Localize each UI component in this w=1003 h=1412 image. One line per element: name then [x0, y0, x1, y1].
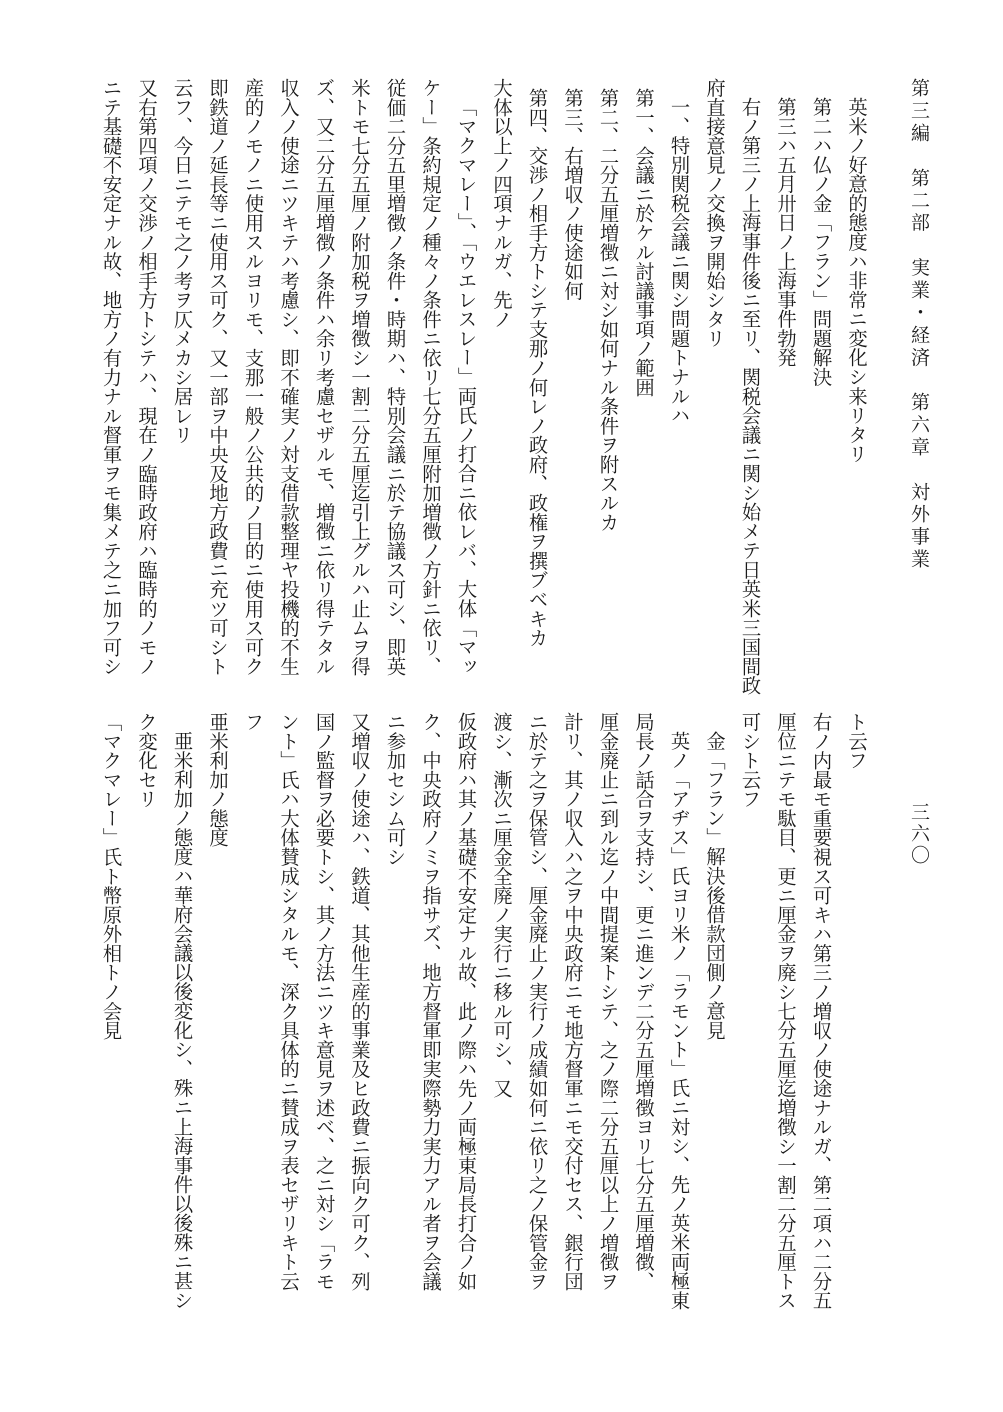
upper-text-line: ズ、又二分五厘増徴ノ条件ハ余リ考慮セザルモ、増徴ニ依リ得テタル — [312, 78, 336, 676]
lower-text-line: 可シト云フ — [738, 712, 762, 809]
lower-text-line: 渡シ、漸次ニ厘金全廃ノ実行ニ移ル可シ、又 — [490, 712, 513, 1098]
upper-text-line: 従価二分五里増徴ノ条件・時期ハ、特別会議ニ於テ協議ス可シ、即英 — [383, 78, 407, 676]
lower-text-line: ニ参加セシム可シ — [383, 712, 407, 867]
upper-text-line: 大体以上ノ四項ナルガ、先ノ — [490, 78, 513, 329]
upper-text-line: 収入ノ使途ニツキテハ考慮シ、即不確実ノ対支借款整理ヤ投機的不生 — [277, 78, 300, 676]
page-number: 三六〇 — [908, 802, 930, 866]
upper-text-line: 第三ハ五月卅日ノ上海事件勃発 — [774, 97, 797, 368]
upper-text-line: 第四、交渉ノ相手方トシテ支那ノ何レノ政府、政権ヲ撰ブベキカ — [525, 87, 549, 648]
upper-text-line: 即鉄道ノ延長等ニ使用ス可ク、又一部ヲ中央及地方政費ニ充ツ可シト — [206, 78, 229, 676]
lower-text-line: 亜米利加ノ態度ハ華府会議以後変化シ、殊ニ上海事件以後殊ニ甚シ — [170, 731, 194, 1310]
upper-text-line: 米トモ七分五厘ノ附加税ヲ増徴シ一割二分五厘迄引上グルハ止ムヲ得 — [348, 78, 371, 676]
upper-text-line: 云フ、今日ニテモ之ノ考ヲ仄メカシ居レリ — [170, 78, 194, 445]
upper-text-line: ニテ基礎不安定ナル故、地方ノ有力ナル督軍ヲモ集メテ之ニ加フ可シ — [99, 78, 123, 676]
lower-text-line: 右ノ内最モ重要視ス可キハ第三ノ増収ノ使途ナルガ、第二項ハ二分五 — [809, 712, 833, 1310]
upper-text-line: 一、特別関税会議ニ関シ問題トナルハ — [667, 97, 691, 426]
upper-text-line: 第一、会議ニ於ケル討議事項ノ範囲 — [632, 87, 655, 397]
lower-text-line: ニ於テ之ヲ保管シ、厘金廃止ノ実行ノ成績如何ニ依リ之ノ保管金ヲ — [525, 712, 549, 1291]
lower-text-line: 厘金廃止ニ到ル迄ノ中間提案トシテ、之ノ際二分五厘以上ノ増徴ヲ — [596, 712, 620, 1291]
upper-text-block — [99, 78, 874, 698]
lower-text-line: フ — [241, 712, 265, 732]
upper-text-line: 府直接意見ノ交換ヲ開始シタリ — [703, 78, 726, 349]
lower-text-line: 局長ノ話合ヲ支持シ、更ニ進ンデ二分五厘増徴ヨリ七分五厘増徴、 — [632, 712, 655, 1291]
upper-text-line: 又右第四項ノ交渉ノ相手方トシテハ、現在ノ臨時政府ハ臨時的ノモノ — [135, 78, 158, 676]
lower-text-line: 金「フラン」解決後借款団側ノ意見 — [703, 731, 726, 1040]
running-header: 第三編 第二部 実業・経済 第六章 対外事業 — [908, 78, 930, 572]
upper-text-line: 第二、二分五厘増徴ニ対シ如何ナル条件ヲ附スルカ — [596, 87, 620, 532]
upper-text-line: 英米ノ好意的態度ハ非常ニ変化シ来リタリ — [845, 97, 868, 464]
upper-text-line: 第二ハ仏ノ金「フラン」問題解決 — [809, 97, 833, 387]
lower-text-line: 厘位ニテモ駄目、更ニ厘金ヲ廃シ七分五厘迄増徴シ一割二分五厘トス — [774, 712, 797, 1310]
lower-text-line: ク変化セリ — [135, 712, 158, 809]
lower-text-line: 国ノ監督ヲ必要トシ、其ノ方法ニツキ意見ヲ述ベ、之ニ対シ「ラモ — [312, 712, 336, 1291]
lower-text-line: 亜米利加ノ態度 — [206, 712, 229, 848]
upper-text-line: ケー」条約規定ノ種々ノ条件ニ依リ七分五厘附加増徴ノ方針ニ依リ、 — [419, 78, 442, 676]
upper-text-line: 第三、右増収ノ使途如何 — [561, 87, 584, 300]
lower-text-line: ント」氏ハ大体賛成シタルモ、深ク具体的ニ賛成ヲ表セザリキト云 — [277, 712, 300, 1291]
lower-text-line: 仮政府ハ其ノ基礎不安定ナル故、此ノ際ハ先ノ両極東局長打合ノ如 — [454, 712, 478, 1291]
lower-text-line: 英ノ「アヂス」氏ヨリ米ノ「ラモント」氏ニ対シ、先ノ英米両極東 — [667, 731, 691, 1310]
upper-text-line: 「マクマレー」、「ウエレスレー」両氏ノ打合ニ依レバ、大体「マッ — [454, 97, 478, 676]
lower-text-line: 又増収ノ使途ハ、鉄道、其他生産的事業及ヒ政費ニ振向ク可ク、列 — [348, 712, 371, 1291]
lower-text-block — [99, 712, 874, 1310]
upper-text-line: 産的ノモノニ使用スルヨリモ、支那一般ノ公共的ノ目的ニ使用ス可ク — [241, 78, 265, 676]
lower-text-line: ト云フ — [845, 712, 868, 770]
lower-text-line: 計リ、其ノ収入ハ之ヲ中央政府ニモ地方督軍ニモ交付セス、銀行団 — [561, 712, 584, 1291]
upper-text-line: 右ノ第三ノ上海事件後ニ至リ、関税会議ニ関シ始メテ日英米三国間政 — [738, 97, 762, 696]
lower-text-line: 「マクマレー」氏ト幣原外相トノ会見 — [99, 712, 123, 1040]
lower-text-line: ク、中央政府ノミヲ指サズ、地方督軍即実際勢力実力アル者ヲ会議 — [419, 712, 442, 1291]
